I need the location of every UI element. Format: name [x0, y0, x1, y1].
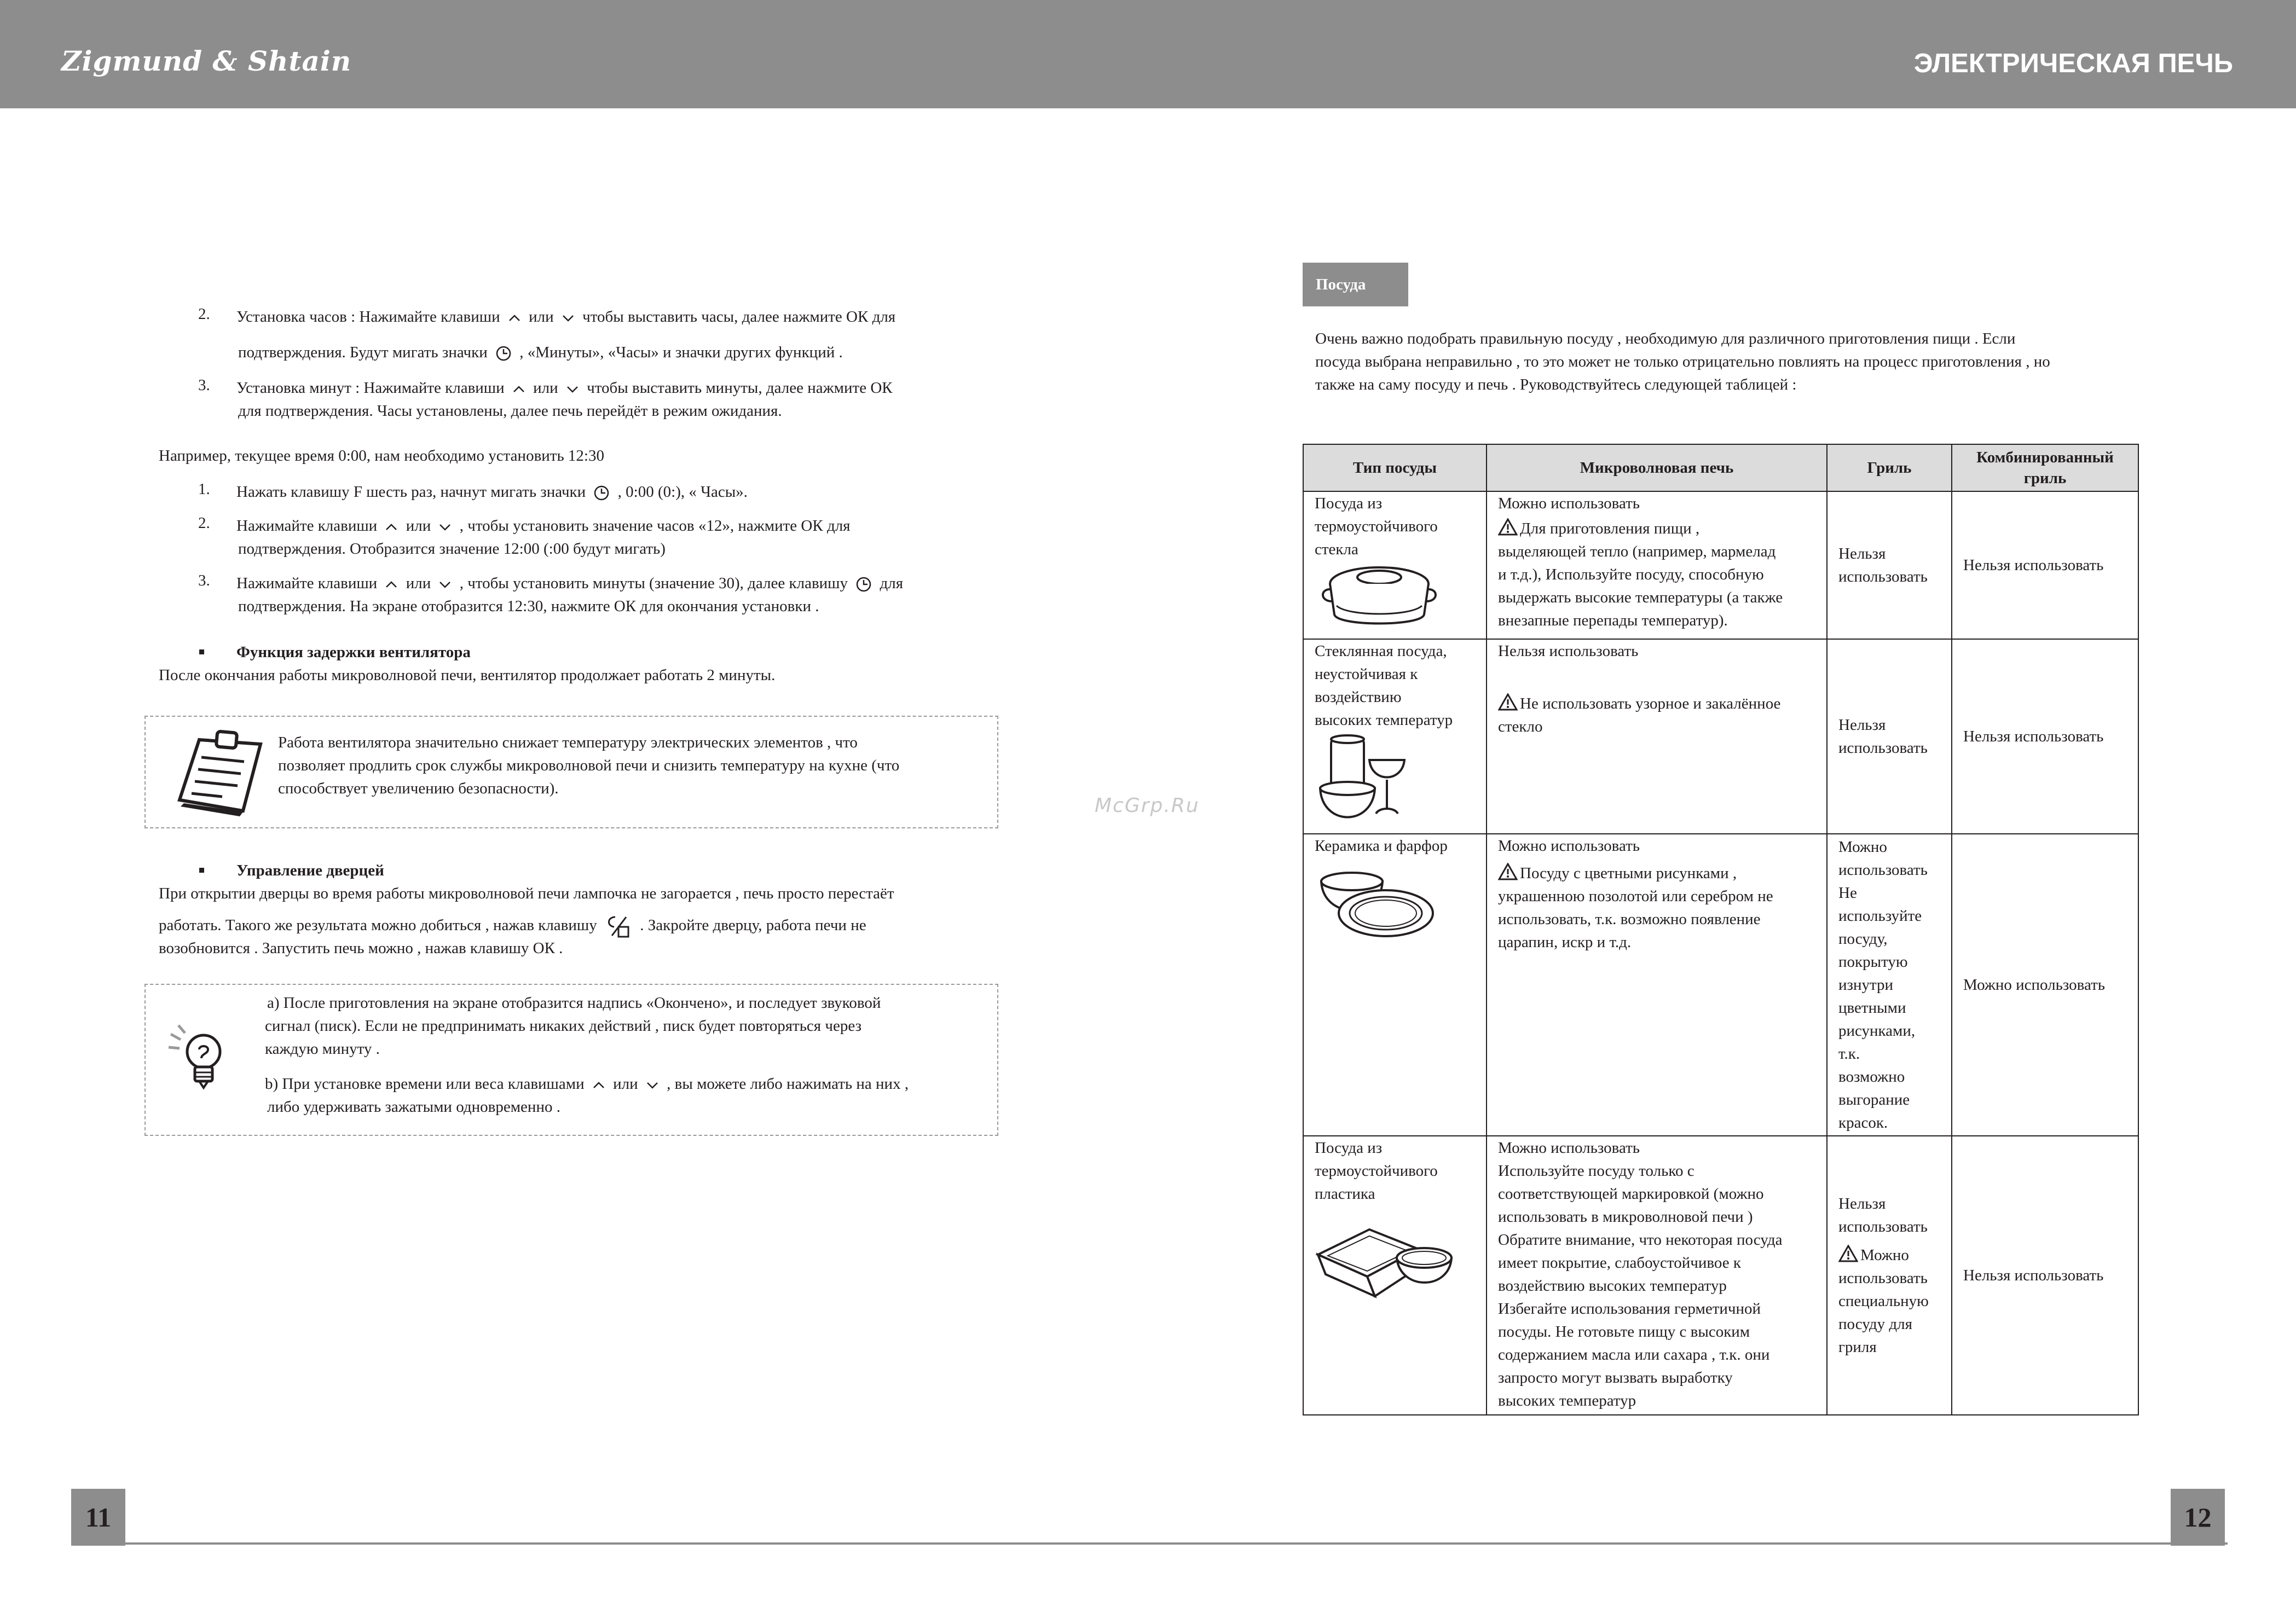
product-title: ЭЛЕКТРИЧЕСКАЯ ПЕЧЬ: [1913, 49, 2233, 78]
clock-icon: [593, 484, 610, 502]
cell-line: красок.: [1838, 1114, 1888, 1132]
type-line: неустойчивая к: [1315, 665, 1418, 683]
cell-line: выделяющей тепло (например, мармелад: [1498, 543, 1776, 560]
cookware-table: [1303, 444, 2139, 1415]
type-line: воздействию: [1315, 688, 1402, 706]
cell-line: посуду,: [1838, 930, 1888, 948]
step-number: 1.: [198, 480, 210, 498]
note-line: Работа вентилятора значительно снижает температуру электрических элементов , что: [278, 734, 858, 751]
up-arrow-icon: [384, 579, 398, 590]
type-line: Керамика и фарфор: [1315, 837, 1448, 855]
cell-line: Нельзя использовать: [1498, 642, 1639, 660]
cell-line: имеет покрытие, слабоустойчивое к: [1498, 1254, 1741, 1272]
intro-line: Очень важно подобрать правильную посуду , необходимую для различного приготовления пищи . Если: [1315, 330, 2016, 347]
up-arrow-icon: [512, 384, 526, 394]
down-arrow-icon: [561, 312, 575, 323]
type-line: Посуда из: [1315, 495, 1383, 512]
step-text: подтверждения. Будут мигать значки , «Минуты», «Часы» и значки других функций .: [238, 341, 843, 364]
plastic-containers-image: [1315, 1222, 1457, 1298]
combo-cell: Нельзя использовать: [1952, 491, 2138, 639]
grill-cell: [1827, 639, 1952, 834]
cell-line: использовать: [1838, 739, 1928, 757]
cell-line: запросто могут вызвать выработку: [1498, 1369, 1733, 1386]
cell-line: использовать в микроволновой печи ): [1498, 1208, 1753, 1226]
type-line: Стеклянная посуда,: [1315, 642, 1447, 660]
cell-line: цветными: [1838, 999, 1906, 1017]
warning-line: Не использовать узорное и закалённое: [1498, 692, 1815, 715]
casserole-dish-image: [1315, 551, 1451, 633]
cell-line: использовать, т.к. возможно появление: [1498, 910, 1761, 928]
cell-line: выгорание: [1838, 1091, 1910, 1109]
cell-line: использовать: [1838, 1218, 1928, 1235]
cell-line: посуды. Не готовьте пищу с высоким: [1498, 1323, 1750, 1341]
step-text: подтверждения. Отобразится значение 12:00 (:00 будут мигать): [238, 540, 666, 558]
step-text: Нажимайте клавиши или , чтобы установить значение часов «12», нажмите ОК для: [236, 517, 851, 535]
note-box-fan: [144, 716, 998, 828]
cell-line: т.к.: [1838, 1045, 1860, 1063]
column-header: Микроволновая печь: [1487, 444, 1827, 491]
cell-line: Нельзя: [1838, 545, 1886, 562]
microwave-cell: [1487, 639, 1827, 834]
cell-line: внезапные перепады температур).: [1498, 612, 1728, 629]
step-number: 3.: [198, 572, 210, 589]
cell-line: Используйте посуду только с: [1498, 1162, 1694, 1180]
cell-line: посуду для: [1838, 1315, 1912, 1333]
step-text: Установка часов : Нажимайте клавиши или чтобы выставить часы, далее нажмите ОК для: [236, 308, 896, 326]
type-cell: [1303, 639, 1487, 834]
tip-line: сигнал (писк). Если не предпринимать никаких действий , писк будет повторяться через: [265, 1017, 862, 1035]
down-arrow-icon: [645, 1080, 660, 1090]
table-row: [1303, 491, 2138, 639]
tip-line: каждую минуту .: [265, 1040, 380, 1058]
type-line: Посуда из: [1315, 1139, 1383, 1157]
intro-line: посуда выбрана неправильно , то это может не только отрицательно повлиять на процесс приготовления , но: [1315, 353, 2050, 370]
step-text: Установка минут : Нажимайте клавиши или чтобы выставить минуты, далее нажмите ОК: [236, 379, 893, 397]
cell-line: использовать: [1838, 1269, 1928, 1287]
column-header: Тип посуды: [1303, 444, 1487, 491]
cell-line: и т.д.), Используйте посуду, способную: [1498, 566, 1764, 583]
grill-cell: [1827, 491, 1952, 639]
warning-line: Посуду с цветными рисунками ,: [1498, 862, 1815, 885]
step-number: 2.: [198, 305, 210, 323]
door-text: возобновится . Запустить печь можно , нажав клавишу ОК .: [159, 939, 563, 957]
warning-icon: [1498, 518, 1518, 536]
type-line: стекла: [1315, 541, 1358, 558]
cell-line: содержанием масла или сахара , т.к. они: [1498, 1346, 1770, 1363]
page-header: [0, 0, 2296, 108]
combo-cell: Можно использовать: [1952, 834, 2138, 1136]
cell-line: используйте: [1838, 907, 1922, 925]
grill-cell: [1827, 834, 1952, 1136]
glassware-image: [1315, 734, 1424, 832]
cell-line: Нельзя: [1838, 1195, 1886, 1212]
cell-line: соответствующей маркировкой (можно: [1498, 1185, 1764, 1203]
cell-line: рисунками,: [1838, 1022, 1916, 1040]
example-text: Например, текущее время 0:00, нам необходимо установить 12:30: [159, 447, 604, 465]
cell-line: выдержать высокие температуры (а также: [1498, 589, 1783, 606]
down-arrow-icon: [565, 384, 580, 394]
column-header: Гриль: [1827, 444, 1952, 491]
ceramic-plates-image: [1315, 860, 1441, 942]
door-text: работать. Такого же результата можно добиться , нажав клавишу . Закройте дверцу, работа печи не: [159, 914, 866, 939]
table-row: [1303, 1136, 2138, 1415]
cell-line: изнутри: [1838, 976, 1894, 994]
step-text: для подтверждения. Часы установлены, далее печь перейдёт в режим ожидания.: [238, 402, 782, 420]
step-text: подтверждения. На экране отобразится 12:30, нажмите ОК для окончания установки .: [238, 597, 819, 615]
grill-cell: [1827, 1136, 1952, 1415]
cell-line: Избегайте использования герметичной: [1498, 1300, 1761, 1318]
microwave-cell: [1487, 491, 1827, 639]
type-cell: [1303, 834, 1487, 1136]
table-row: [1303, 834, 2138, 1136]
cell-line: Обратите внимание, что некоторая посуда: [1498, 1231, 1783, 1249]
cell-line: использовать: [1838, 568, 1928, 585]
bullet: [199, 649, 204, 654]
warning-icon: [1838, 1245, 1858, 1262]
cell-line: Нельзя: [1838, 716, 1886, 734]
brand-logo: Zigmund & Shtain: [61, 45, 352, 77]
cell-line: царапин, искр и т.д.: [1498, 933, 1632, 951]
warning-icon: [1498, 863, 1518, 880]
fan-text: После окончания работы микроволновой печи, вентилятор продолжает работать 2 минуты.: [159, 666, 776, 684]
clock-icon: [495, 345, 512, 362]
warning-line: Можно: [1838, 1244, 1940, 1267]
clipboard-icon: [173, 723, 266, 816]
cell-line: воздействию высоких температур: [1498, 1277, 1727, 1295]
lightbulb-icon: [167, 1023, 228, 1094]
clock-icon: [855, 576, 872, 593]
type-cell: [1303, 1136, 1487, 1415]
cell-line: Не: [1838, 884, 1857, 902]
door-open-icon: [604, 914, 633, 939]
up-arrow-icon: [507, 312, 522, 323]
type-line: термоустойчивого: [1315, 518, 1438, 535]
cell-line: Можно: [1838, 838, 1887, 856]
section-title-door: Управление дверцей: [236, 862, 384, 879]
warning-icon: [1498, 693, 1518, 711]
note-box-tips: [144, 984, 998, 1136]
down-arrow-icon: [438, 521, 452, 532]
footer-line: [71, 1542, 2228, 1545]
type-line: термоустойчивого: [1315, 1162, 1438, 1180]
type-line: высоких температур: [1315, 711, 1453, 729]
cell-line: возможно: [1838, 1068, 1905, 1086]
table-row: [1303, 639, 2138, 834]
tip-line: a) После приготовления на экране отобразится надпись «Окончено», и последует звуковой: [267, 994, 881, 1012]
step-text: Нажимайте клавиши или , чтобы установить минуты (значение 30), далее клавишу для: [236, 572, 903, 595]
cell-line: Можно использовать: [1498, 495, 1640, 512]
cell-line: специальную: [1838, 1292, 1929, 1310]
door-text: При открытии дверцы во время работы микроволновой печи лампочка не загорается , печь просто перестаёт: [159, 885, 894, 902]
warning-line: Для приготовления пищи ,: [1498, 517, 1815, 540]
tip-line: b) При установке времени или веса клавишами или , вы можете либо нажимать на них ,: [265, 1075, 909, 1093]
combo-cell: Нельзя использовать: [1952, 1136, 2138, 1415]
bullet: [199, 868, 204, 873]
cell-line: покрытую: [1838, 953, 1908, 971]
step-text: Нажать клавишу F шесть раз, начнут мигать значки , 0:00 (0:), « Часы».: [236, 480, 748, 503]
watermark: McGrp.Ru: [1095, 794, 1200, 817]
cell-line: Можно использовать: [1498, 1139, 1640, 1157]
page-number-left: 11: [71, 1489, 125, 1546]
microwave-cell: [1487, 834, 1827, 1136]
column-header: Комбинированный гриль: [1952, 444, 2138, 491]
cell-line: гриля: [1838, 1338, 1877, 1356]
microwave-cell: [1487, 1136, 1827, 1415]
up-arrow-icon: [592, 1080, 606, 1090]
combo-cell: Нельзя использовать: [1952, 639, 2138, 834]
tip-line: либо удерживать зажатыми одновременно .: [267, 1098, 560, 1116]
down-arrow-icon: [438, 579, 452, 590]
cell-line: Можно использовать: [1498, 837, 1640, 855]
cell-line: стекло: [1498, 718, 1543, 735]
page-number-right: 12: [2171, 1489, 2225, 1546]
section-tag: Посуда: [1303, 263, 1408, 306]
up-arrow-icon: [384, 521, 398, 532]
intro-line: также на саму посуду и печь . Руководствуйтесь следующей таблицей :: [1315, 376, 1797, 393]
table-header-row: [1303, 444, 2138, 491]
section-title-fan: Функция задержки вентилятора: [236, 643, 471, 661]
type-cell: [1303, 491, 1487, 639]
note-line: позволяет продлить срок службы микроволновой печи и снизить температуру на кухне (что: [278, 757, 900, 774]
note-line: способствует увеличению безопасности).: [278, 780, 559, 797]
cell-line: использовать: [1838, 861, 1928, 879]
step-number: 3.: [198, 376, 210, 394]
type-line: пластика: [1315, 1185, 1375, 1203]
step-number: 2.: [198, 514, 210, 532]
cell-line: высоких температур: [1498, 1392, 1636, 1409]
cell-line: украшенною позолотой или серебром не: [1498, 887, 1773, 905]
